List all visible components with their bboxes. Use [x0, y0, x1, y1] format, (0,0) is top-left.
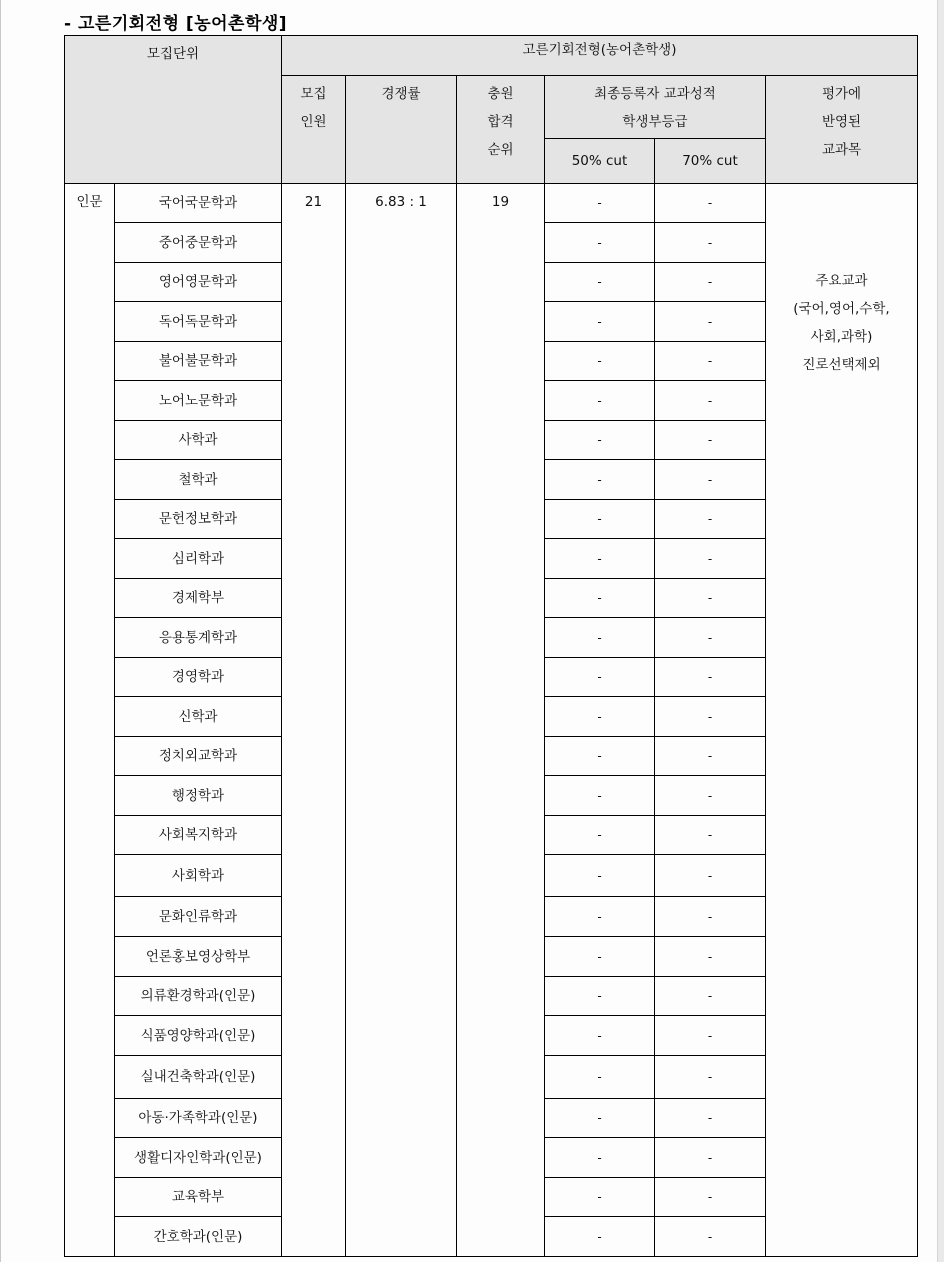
cut50-cell: - — [545, 937, 655, 977]
cut70-cell: - — [655, 539, 766, 579]
cut70-cell: - — [655, 776, 766, 816]
cut50-cell: - — [545, 263, 655, 302]
cut50-cell: - — [545, 737, 655, 776]
department-cell: 국어국문학과 — [115, 184, 282, 223]
cut50-cell: - — [545, 302, 655, 342]
cut70-cell: - — [655, 1016, 766, 1056]
cut50-cell: - — [545, 816, 655, 855]
header-cut50: 50% cut — [545, 139, 655, 184]
cut50-cell: - — [545, 184, 655, 223]
cut50-cell: - — [545, 697, 655, 737]
cut70-cell: - — [655, 977, 766, 1016]
cut70-cell: - — [655, 421, 766, 460]
department-cell: 신학과 — [115, 697, 282, 737]
cut50-cell: - — [545, 381, 655, 421]
department-cell: 사회학과 — [115, 855, 282, 897]
cut70-cell: - — [655, 500, 766, 539]
cut70-cell: - — [655, 737, 766, 776]
cut70-cell: - — [655, 1138, 766, 1178]
header-admission-type: 고른기회전형(농어촌학생) — [282, 36, 918, 76]
department-cell: 응용통계학과 — [115, 618, 282, 658]
subjects-cell: 주요교과 (국어,영어,수학, 사회,과학) 진로선택제외 — [766, 184, 918, 1257]
department-cell: 생활디자인학과(인문) — [115, 1138, 282, 1178]
cut50-cell: - — [545, 977, 655, 1016]
department-cell: 독어독문학과 — [115, 302, 282, 342]
cut50-cell: - — [545, 342, 655, 381]
cut70-cell: - — [655, 618, 766, 658]
cut50-cell: - — [545, 579, 655, 618]
department-cell: 심리학과 — [115, 539, 282, 579]
cut70-cell: - — [655, 1099, 766, 1138]
cut70-cell: - — [655, 1178, 766, 1217]
cut70-cell: - — [655, 897, 766, 937]
cut70-cell: - — [655, 937, 766, 977]
cut50-cell: - — [545, 1016, 655, 1056]
cut50-cell: - — [545, 1138, 655, 1178]
cut70-cell: - — [655, 697, 766, 737]
department-cell: 사학과 — [115, 421, 282, 460]
cut50-cell: - — [545, 658, 655, 697]
header-subjects: 평가에 반영된 교과목 — [766, 76, 918, 184]
department-cell: 행정학과 — [115, 776, 282, 816]
department-cell: 중어중문학과 — [115, 223, 282, 263]
cut50-cell: - — [545, 1099, 655, 1138]
quota-cell: 21 — [282, 184, 346, 1257]
cut70-cell: - — [655, 658, 766, 697]
department-cell: 경영학과 — [115, 658, 282, 697]
department-cell: 의류환경학과(인문) — [115, 977, 282, 1016]
cut70-cell: - — [655, 342, 766, 381]
header-cut70: 70% cut — [655, 139, 766, 184]
department-cell: 철학과 — [115, 460, 282, 500]
cut70-cell: - — [655, 579, 766, 618]
department-cell: 불어불문학과 — [115, 342, 282, 381]
department-cell: 교육학부 — [115, 1178, 282, 1217]
cut70-cell: - — [655, 855, 766, 897]
department-cell: 실내건축학과(인문) — [115, 1056, 282, 1099]
cut70-cell: - — [655, 184, 766, 223]
cut70-cell: - — [655, 263, 766, 302]
cut50-cell: - — [545, 1178, 655, 1217]
table-body — [65, 184, 918, 1257]
scrollbar-track[interactable] — [937, 0, 944, 1262]
department-cell: 문헌정보학과 — [115, 500, 282, 539]
department-cell: 사회복지학과 — [115, 816, 282, 855]
department-cell: 정치외교학과 — [115, 737, 282, 776]
department-cell: 노어노문학과 — [115, 381, 282, 421]
cut50-cell: - — [545, 618, 655, 658]
header-quota: 모집 인원 — [282, 76, 346, 184]
department-cell: 문화인류학과 — [115, 897, 282, 937]
cut70-cell: - — [655, 302, 766, 342]
waitlist-cell: 19 — [457, 184, 545, 1257]
cut50-cell: - — [545, 1217, 655, 1257]
cut70-cell: - — [655, 1217, 766, 1257]
cut70-cell: - — [655, 1056, 766, 1099]
cut50-cell: - — [545, 1056, 655, 1099]
cut50-cell: - — [545, 223, 655, 263]
cut70-cell: - — [655, 381, 766, 421]
cut50-cell: - — [545, 897, 655, 937]
header-unit: 모집단위 — [65, 36, 282, 184]
section-title: - 고른기회전형 [농어촌학생] — [64, 14, 288, 34]
cut50-cell: - — [545, 460, 655, 500]
header-waitlist-rank: 충원 합격 순위 — [457, 76, 545, 184]
group-cell: 인문 — [65, 184, 115, 1257]
admission-results-table — [64, 35, 918, 1257]
page-left-edge — [0, 0, 1, 1262]
department-cell: 영어영문학과 — [115, 263, 282, 302]
cut70-cell: - — [655, 816, 766, 855]
header-competition: 경쟁률 — [346, 76, 457, 184]
table-row — [65, 184, 918, 223]
department-cell: 식품영양학과(인문) — [115, 1016, 282, 1056]
department-cell: 아동·가족학과(인문) — [115, 1099, 282, 1138]
department-cell: 간호학과(인문) — [115, 1217, 282, 1257]
cut50-cell: - — [545, 500, 655, 539]
cut50-cell: - — [545, 776, 655, 816]
cut50-cell: - — [545, 855, 655, 897]
cut50-cell: - — [545, 539, 655, 579]
cut70-cell: - — [655, 223, 766, 263]
department-cell: 언론홍보영상학부 — [115, 937, 282, 977]
cut50-cell: - — [545, 421, 655, 460]
competition-cell: 6.83 : 1 — [346, 184, 457, 1257]
cut70-cell: - — [655, 460, 766, 500]
header-final-grade: 최종등록자 교과성적 학생부등급 — [545, 76, 766, 139]
department-cell: 경제학부 — [115, 579, 282, 618]
